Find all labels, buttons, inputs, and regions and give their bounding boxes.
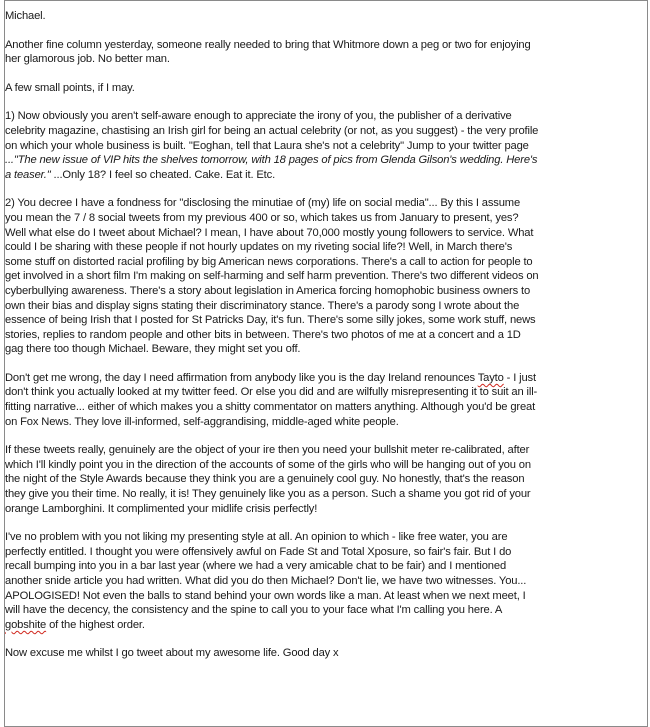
text-line: essence of being Irish that I posted for St Patricks Day, it's fun. There's some silly jokes, some work stuff, news xyxy=(5,314,536,327)
letter-body xyxy=(5,9,645,675)
text-line: her glamorous job. No better man. xyxy=(5,53,170,66)
paragraph-point-2 xyxy=(5,196,645,357)
text-line: celebrity magazine, chastising an Irish girl for being an actual celebrity (or not, as you suggest) - the very profile xyxy=(5,124,539,137)
text-line: orange Lamborghini. It complimented your midlife crisis perfectly! xyxy=(5,502,318,515)
text-line: will have the decency, the consistency and the spine to call you to your face what I'm calling you here. A xyxy=(5,604,503,617)
text-line: 2) You decree I have a fondness for "disclosing the minutiae of (my) life on social media"... By this I assume xyxy=(5,197,521,210)
text-fragment: - I just xyxy=(503,371,536,384)
salutation-text: Michael. xyxy=(5,10,46,22)
paragraph-point-1 xyxy=(5,109,645,182)
text-line: Well what else do I tweet about Michael? I mean, I have about 70,000 mostly young followers to service. What xyxy=(5,226,534,239)
text-line: APOLOGISED! Not even the balls to stand behind your own words like a man. At least when we next meet, I xyxy=(5,589,526,602)
text-line: cyberbullying awareness. There's a story about legislation in America forcing homophobic business owners to xyxy=(5,284,531,297)
text-line: Another fine column yesterday, someone really needed to bring that Whitmore down a peg or two for enjoying xyxy=(5,38,531,51)
text-line: fitting narrative... either of which makes you a shitty commentator on matters anything. Although you'd be great xyxy=(5,401,536,414)
paragraph-affirmation xyxy=(5,371,645,429)
text-line: another snide article you had written. What did you do then Michael? Don't lie, we have two witnesses. You... xyxy=(5,575,527,587)
text-line: get involved in a short film I'm making on self-harming and self harm prevention. There's two different videos on xyxy=(5,270,539,283)
salutation xyxy=(5,9,645,24)
text-line: which I'll kindly point you in the direction of the accounts of some of the girls who will be hanging out of you on xyxy=(5,458,531,471)
text-fragment: ...Only 18? I feel so cheated. Cake. Eat it. Etc. xyxy=(50,168,276,181)
text-line: A few small points, if I may. xyxy=(5,81,135,94)
text-line: don't think you actually looked at my twitter feed. Or else you did and are wilfully misrepresenting it to suit an ill- xyxy=(5,386,538,399)
text-line: recall bumping into you in a bar last year (where we had a very amicable chat to be fair) and I mentioned xyxy=(5,560,507,573)
text-line: stories, replies to random people and other bits in between. There's two photos of me at a concert and a 1D xyxy=(5,328,521,341)
text-line: the night of the Style Awards because they think you are a genuinely cool guy. No honestly, that's the reason xyxy=(5,473,525,486)
text-line: If these tweets really, genuinely are the object of your ire then you need your bullshit meter re-calibrated, after xyxy=(5,444,530,457)
text-line: could I be sharing with these people if not hourly updates on my riveting social life?! Well, in March there's xyxy=(5,241,513,254)
italic-quote-line: ..."The new issue of VIP hits the shelves tomorrow, with 18 pages of pics from Glenda Gilson's wedding. Here's xyxy=(5,154,538,167)
spellcheck-word: gobshite xyxy=(5,618,47,631)
text-fragment: Don't get me wrong, the day I need affirmation from anybody like you is the day Ireland renounces xyxy=(5,371,478,384)
text-line: you mean the 7 / 8 social tweets from my previous 400 or so, which takes us from January to present, yes? xyxy=(5,211,519,224)
text-line: 1) Now obviously you aren't self-aware enough to appreciate the irony of you, the publisher of a derivative xyxy=(5,110,512,123)
paragraph-small-points xyxy=(5,81,645,96)
text-fragment: of the highest order. xyxy=(46,618,145,631)
text-line: I've no problem with you not liking my presenting style at all. An opinion to which - like free water, you are xyxy=(5,531,508,544)
text-line: perfectly entitled. I thought you were offensively awful on Fade St and Total Xposure, so fair's fair. But I do xyxy=(5,545,512,558)
text-line: Now excuse me whilst I go tweet about my awesome life. Good day x xyxy=(5,647,339,660)
text-line: they give you their time. No really, it is! They genuinely like you as a person. Such a shame you got rid of your xyxy=(5,488,531,501)
letter-page xyxy=(4,0,648,727)
text-line: some stuff on distorted racial profiling by big American news corporations. There's a call to action for people to xyxy=(5,255,533,268)
paragraph-presenting-style xyxy=(5,530,645,632)
paragraph-tweets xyxy=(5,443,645,516)
text-line-mixed xyxy=(5,168,645,183)
spellcheck-word: Tayto xyxy=(477,371,504,384)
text-line: on which your whole business is built. "Eoghan, tell that Laura she's not a celebrity" Jump to your twitter page xyxy=(5,139,529,152)
text-line-mixed xyxy=(5,618,645,633)
text-line: gag there too though Michael. Beware, they might set you off. xyxy=(5,343,301,356)
italic-quote-end: a teaser." xyxy=(5,168,51,181)
text-line: on Fox News. They love ill-informed, self-aggrandising, middle-aged white people. xyxy=(5,415,399,428)
text-line-mixed xyxy=(5,371,645,386)
text-line: own their bias and display signs stating their discriminatory stance. There's a parody song I wrote about the xyxy=(5,299,520,312)
paragraph-signoff xyxy=(5,646,645,661)
paragraph-intro xyxy=(5,38,645,67)
